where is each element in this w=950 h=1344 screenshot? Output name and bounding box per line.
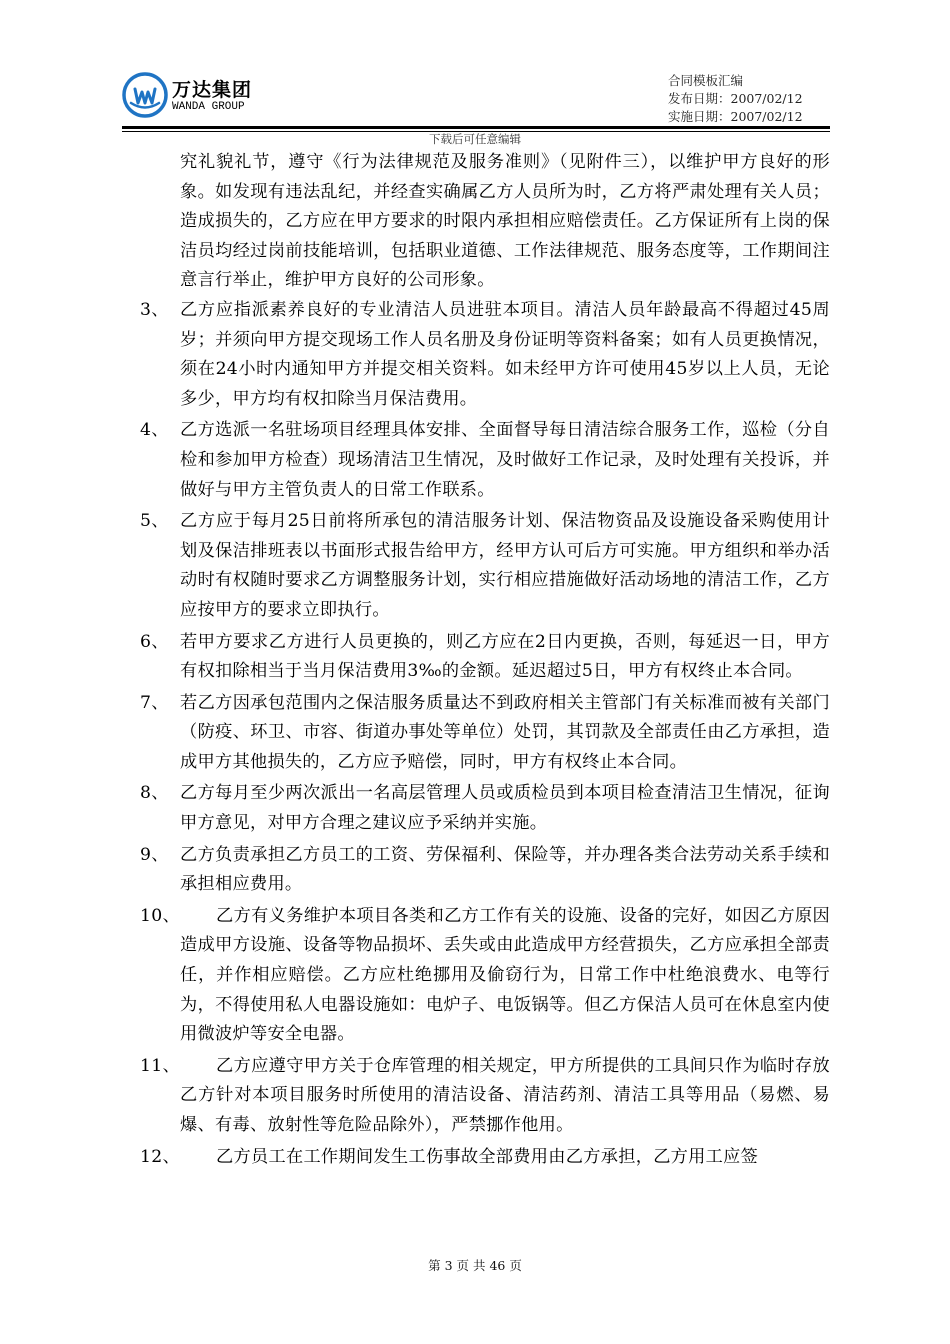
clause-number: 3、 — [140, 299, 169, 320]
clause-item — [140, 296, 830, 414]
doc-category: 合同模板汇编 — [668, 73, 744, 88]
page-footer: 第 3 页 共 46 页 — [428, 1258, 522, 1273]
clause-item — [140, 507, 830, 625]
continued-paragraph: 究礼貌礼节，遵守《行为法律规范及服务准则》（见附件三），以维护甲方良好的形象。如发现有违法乱纪，并经查实确属乙方人员所为时，乙方将严肃处理有关人员；造成损失的，乙方应在甲方要求的时限内承担相应赔偿责任。乙方保证所有上岗的保洁员均经过岗前技能培训，包括职业道德、工作法律规范、服务态度等，工作期间注意言行举止，维护甲方良好的公司形象。 — [180, 152, 830, 291]
clause-number: 12、 — [140, 1146, 180, 1167]
clause-item — [140, 779, 830, 838]
clause-item — [140, 1052, 830, 1141]
clause-text: 乙方每月至少两次派出一名高层管理人员或质检员到本项目检查清洁卫生情况，征询甲方意见，对甲方合理之建议应予采纳并实施。 — [180, 783, 830, 834]
company-name-cn: 万达集团 — [172, 79, 253, 101]
clause-item — [140, 902, 830, 1050]
clause-number: 9、 — [140, 844, 169, 865]
page-header — [0, 0, 950, 150]
clause-number: 6、 — [140, 631, 169, 652]
clause-number: 7、 — [140, 692, 169, 713]
clause-text: 乙方有义务维护本项目各类和乙方工作有关的设施、设备的完好，如因乙方原因造成甲方设施、设备等物品损坏、丢失或由此造成甲方经营损失，乙方应承担全部责任，并作相应赔偿。乙方应杜绝挪用及偷窃行为，日常工作中杜绝浪费水、电等行为，不得使用私人电器设施如：电炉子、电饭锅等。但乙方保洁人员可在休息室内使用微波炉等安全电器。 — [180, 905, 830, 1045]
clause-number: 5、 — [140, 511, 169, 532]
clause-text: 乙方应于每月25日前将所承包的清洁服务计划、保洁物资品及设施设备采购使用计划及保洁排班表以书面形式报告给甲方，经甲方认可后方可实施。甲方组织和举办活动时有权随时要求乙方调整服务计划，实行相应措施做好活动场地的清洁工作，乙方应按甲方的要求立即执行。 — [180, 511, 830, 620]
clause-number: 10、 — [140, 905, 180, 926]
clause-text: 乙方应指派素养良好的专业清洁人员进驻本项目。清洁人员年龄最高不得超过45周岁；并须向甲方提交现场工作人员名册及身份证明等资料备案；如有人员更换情况，须在24小时内通知甲方并提交相关资料。如未经甲方许可使用45岁以上人员，无论多少，甲方均有权扣除当月保洁费用。 — [180, 299, 830, 409]
document-meta — [668, 72, 803, 126]
company-logo — [122, 72, 262, 122]
wanda-logo-icon — [122, 72, 168, 118]
clause-item — [140, 416, 830, 505]
clause-text: 乙方负责承担乙方员工的工资、劳保福利、保险等，并办理各类合法劳动关系手续和承担相应费用。 — [180, 844, 830, 895]
clause-item — [140, 628, 830, 687]
clause-text: 若甲方要求乙方进行人员更换的，则乙方应在2日内更换，否则，每延迟一日，甲方有权扣除相当于当月保洁费用3‰的金额。延迟超过5日，甲方有权终止本合同。 — [180, 631, 830, 682]
header-rule-thick — [122, 126, 830, 129]
publish-date: 发布日期：2007/02/12 — [668, 91, 803, 106]
clause-item — [140, 841, 830, 900]
clause-number: 8、 — [140, 783, 169, 804]
clause-number: 4、 — [140, 420, 169, 441]
clause-text: 乙方员工在工作期间发生工伤事故全部费用由乙方承担，乙方用工应签 — [216, 1146, 759, 1167]
clause-text: 乙方应遵守甲方关于仓库管理的相关规定，甲方所提供的工具间只作为临时存放乙方针对本项目服务时所使用的清洁设备、清洁药剂、清洁工具等用品（易燃、易爆、有毒、放射性等危险品除外），严禁挪作他用。 — [180, 1055, 830, 1135]
clause-item — [140, 1143, 830, 1173]
company-name-en: WANDA GROUP — [172, 101, 245, 113]
document-body — [140, 148, 830, 1174]
clause-text: 若乙方因承包范围内之保洁服务质量达不到政府相关主管部门有关标准而被有关部门（防疫、环卫、市容、街道办事处等单位）处罚，其罚款及全部责任由乙方承担，造成甲方其他损失的，乙方应予赔偿，同时，甲方有权终止本合同。 — [180, 692, 830, 772]
clause-number: 11、 — [140, 1055, 180, 1076]
clause-text: 乙方选派一名驻场项目经理具体安排、全面督导每日清洁综合服务工作，巡检（分自检和参加甲方检查）现场清洁卫生情况，及时做好工作记录，及时处理有关投诉，并做好与甲方主管负责人的日常工作联系。 — [180, 420, 830, 500]
edit-note: 下载后可任意编辑 — [429, 132, 521, 146]
clause-item — [140, 689, 830, 778]
effective-date: 实施日期：2007/02/12 — [668, 109, 803, 124]
